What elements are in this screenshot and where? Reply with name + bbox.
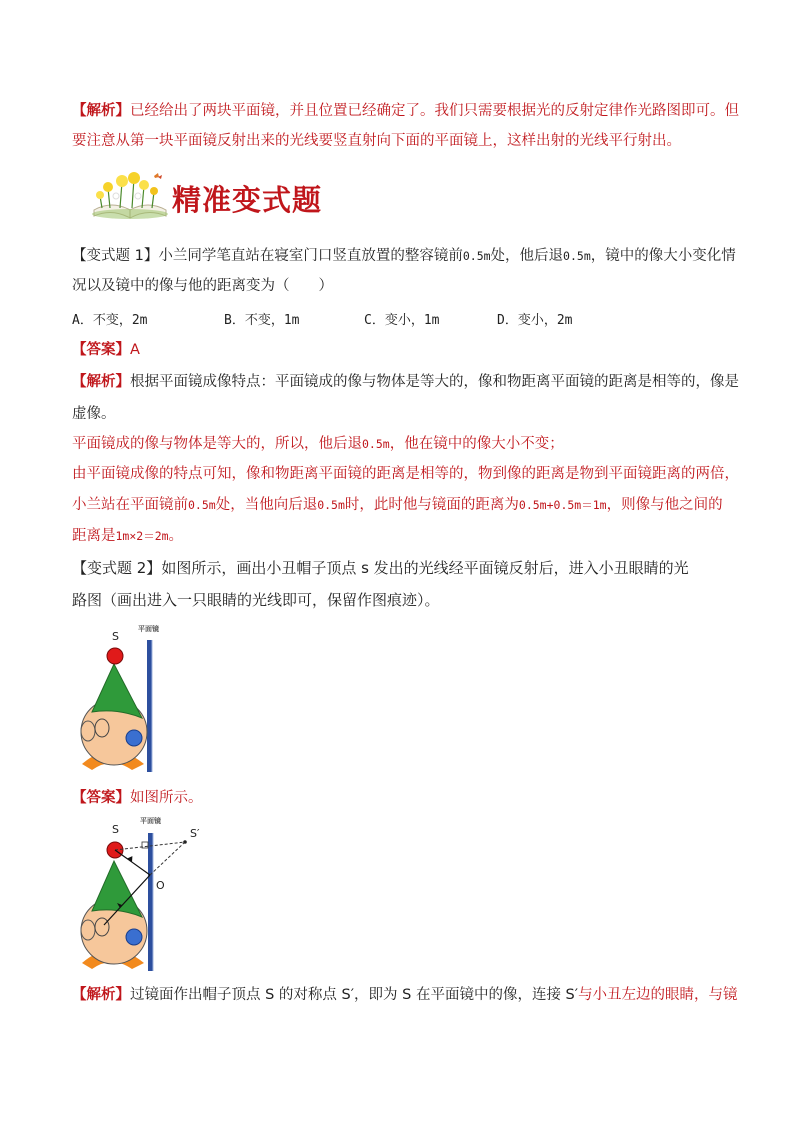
q1-option-d: D．变小，2m <box>497 313 573 328</box>
clown-nose <box>126 730 142 746</box>
virtual-ray <box>150 842 185 875</box>
plane-mirror <box>147 640 152 772</box>
q1-analysis-line-3: 平面镜成的像与物体是等大的，所以，他后退0.5m，他在镜中的像大小不变； <box>72 436 564 452</box>
image-point <box>183 840 187 844</box>
intro-analysis-line-2: 要注意从第一块平面镜反射出来的光线要竖直射向下面的平面镜上，这样出射的光线平行射出。 <box>72 133 681 149</box>
intro-analysis-line-1: 【解析】已经给出了两块平面镜，并且位置已经确定了。我们只需要根据光的反射定律作光路图即可。但 <box>72 103 739 119</box>
q2-line-1: 【变式题 2】如图所示，画出小丑帽子顶点 s 发出的光线经平面镜反射后，进入小丑眼睛的光 <box>72 559 689 577</box>
q1-option-c: C．变小，1m <box>364 313 440 328</box>
plane-mirror <box>148 833 153 971</box>
clown-hat <box>92 664 142 718</box>
q1-analysis-line-2: 虚像。 <box>72 406 116 422</box>
analysis-tag: 【解析】 <box>72 103 130 119</box>
q1-option-b: B．不变，1m <box>224 313 300 328</box>
q1-analysis-line-5: 小兰站在平面镜前0.5m处，当他向后退0.5m时，此时他与镜面的距离为0.5m+0.5m＝1m，则像与他之间的 <box>72 497 723 513</box>
point-s-label: S <box>112 630 119 643</box>
book-flowers-icon <box>90 170 170 222</box>
q1-analysis-line-4: 由平面镜成像的特点可知，像和物距离平面镜的距离是相等的，物到像的距离是物到平面镜距离的两倍， <box>72 466 739 482</box>
incident-ray <box>115 850 150 875</box>
section-title: 精准变式题 <box>172 183 323 217</box>
mirror-label: 平面镜 <box>138 625 159 633</box>
q1-answer: 【答案】A <box>72 342 140 358</box>
q1-analysis-line-1: 【解析】根据平面镜成像特点：平面镜成的像与物体是等大的，像和物距离平面镜的距离是相等的，像是 <box>72 374 739 390</box>
clown-mirror-figure <box>72 620 182 775</box>
q2-line-2: 路图（画出进入一只眼睛的光线即可，保留作图痕迹）。 <box>72 591 440 609</box>
q2-answer: 【答案】如图所示。 <box>72 790 203 806</box>
mirror-label: 平面镜 <box>140 817 161 825</box>
q1-option-a: A．不变，2m <box>72 313 148 328</box>
q1-line-2: 况以及镜中的像与他的距离变为（ ） <box>72 278 333 294</box>
hat-ball <box>107 648 123 664</box>
point-s-prime-label: S′ <box>190 827 200 840</box>
answer-light-path-figure <box>72 815 222 975</box>
q2-analysis-line-1: 【解析】过镜面作出帽子顶点 S 的对称点 S′，即为 S 在平面镜中的像，连接 S′与小丑左边的眼睛，与镜 <box>72 987 738 1003</box>
right-angle-mark <box>142 842 148 848</box>
q1-analysis-line-6: 距离是1m×2＝2m。 <box>72 528 184 544</box>
point-o-label: O <box>156 879 165 892</box>
q1-line-1: 【变式题 1】小兰同学笔直站在寝室门口竖直放置的整容镜前0.5m处，他后退0.5m，镜中的像大小变化情 <box>72 248 736 264</box>
point-s-label: S <box>112 823 119 836</box>
